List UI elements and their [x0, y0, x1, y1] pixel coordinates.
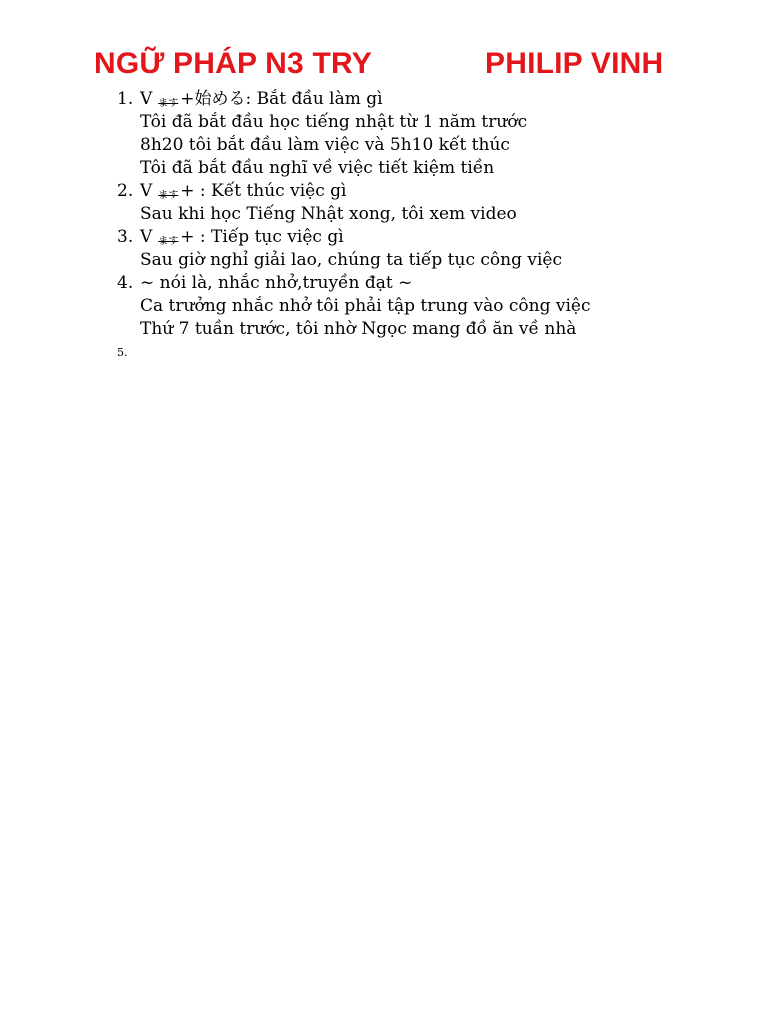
item-number: 2.: [117, 181, 134, 201]
verb-label: V: [140, 227, 153, 247]
empty-line: [0, 341, 768, 364]
grammar-pattern: [0, 226, 768, 249]
document-title: NGỮ PHÁP N3 TRY: [94, 47, 372, 80]
grammar-pattern: [0, 88, 768, 111]
item-number: 4.: [117, 273, 134, 293]
example-sentence: Sau giờ nghỉ giải lao, chúng ta tiếp tục công việc: [140, 250, 562, 270]
example-sentence: Tôi đã bắt đầu học tiếng nhật từ 1 năm trước: [140, 112, 528, 132]
verb-label: V: [140, 89, 153, 109]
example-sentence: Thứ 7 tuần trước, tôi nhờ Ngọc mang đồ ăn về nhà: [140, 319, 577, 339]
example-sentence: Sau khi học Tiếng Nhật xong, tôi xem video: [140, 204, 517, 224]
list-item-5: [0, 341, 768, 364]
item-number: 1.: [117, 89, 134, 109]
grammar-list: [0, 88, 768, 364]
masu-strikethrough: ます: [158, 236, 179, 247]
example-sentence: 8h20 tôi bắt đầu làm việc và 5h10 kết thúc: [140, 135, 510, 155]
pattern-meaning: + : Kết thúc việc gì: [180, 181, 347, 201]
list-item-2: [0, 180, 768, 226]
list-item-3: [0, 226, 768, 272]
pattern-meaning: + : Tiếp tục việc gì: [180, 227, 344, 247]
grammar-pattern: [0, 180, 768, 203]
item-number: 5.: [117, 346, 128, 359]
masu-strikethrough: ます: [158, 190, 179, 201]
example-sentence: Tôi đã bắt đầu nghĩ về việc tiết kiệm tiền: [140, 158, 495, 178]
verb-label: V: [140, 181, 153, 201]
grammar-pattern: ~ nói là, nhắc nhở,truyền đạt ~: [140, 273, 413, 293]
item-number: 3.: [117, 227, 134, 247]
author-name: PHILIP VINH: [485, 47, 664, 80]
masu-strikethrough: ます: [158, 98, 179, 109]
document-header: [0, 42, 768, 86]
list-item-1: [0, 88, 768, 180]
example-sentence: Ca trưởng nhắc nhở tôi phải tập trung vào công việc: [140, 296, 591, 316]
list-item-4: [0, 272, 768, 341]
pattern-meaning: +始める: Bắt đầu làm gì: [180, 89, 383, 109]
